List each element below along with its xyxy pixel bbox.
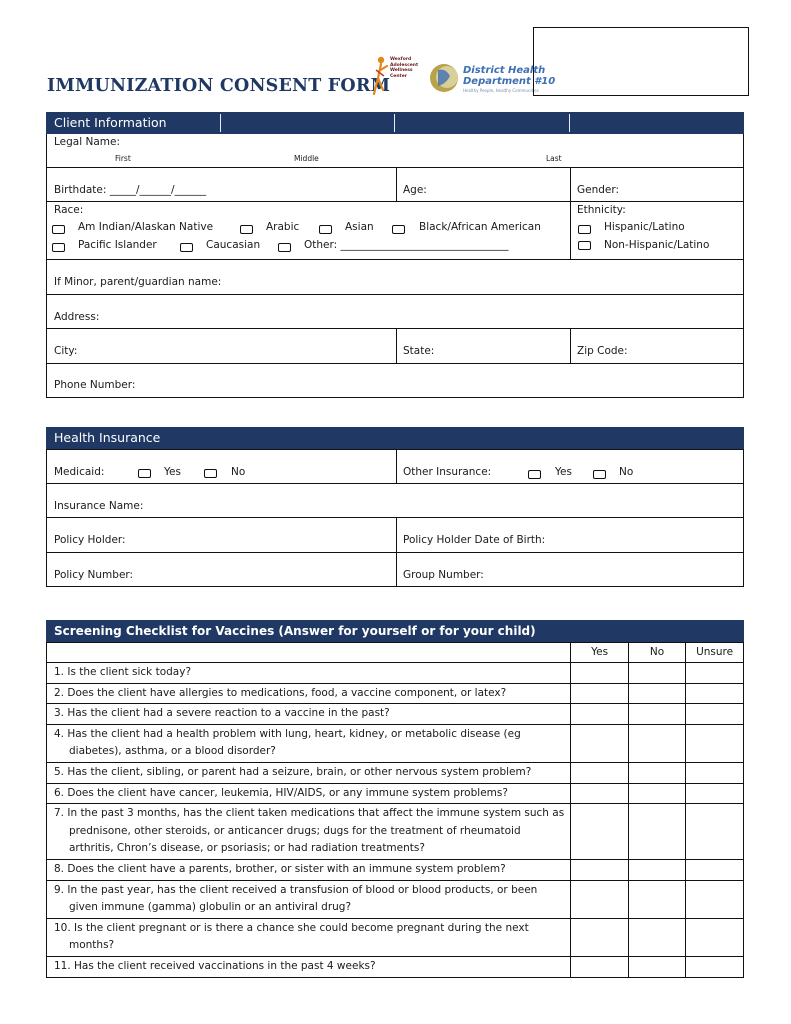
other-insurance-label: Other Insurance: [403,466,492,478]
health-insurance-header [46,427,744,449]
policy-number-row [46,553,744,587]
medicaid-yes-label: Yes [164,466,181,478]
race-label: Race: [54,204,84,216]
ethnicity-checkbox-non-hispanic[interactable] [578,241,591,250]
race-option-asian: Asian [345,221,374,233]
other-insurance-yes-checkbox[interactable] [528,470,541,479]
answer-unsure-cell[interactable] [686,704,744,725]
table-row [47,704,744,725]
table-row [47,762,744,783]
insurance-name-row[interactable] [46,484,744,518]
address-field: Address: [54,311,100,323]
race-option-caucasian: Caucasian [206,239,261,251]
table-row [47,783,744,804]
policy-holder-field[interactable]: Policy Holder: [54,534,126,546]
globe-icon [428,62,460,94]
question-text: 7. In the past 3 months, has the client taken medications that affect the immune system such as prednisone, other steroids, or anticancer drugs; dugs for the treatment of rheumatoid arthritis, Chron’s disease, or psoriasis; or had radiation treatments? [54,807,565,855]
race-checkbox-am-indian[interactable] [52,225,65,234]
race-option-arabic: Arabic [266,221,300,233]
screening-column-headers [47,643,744,663]
zip-code-field[interactable]: Zip Code: [577,345,628,357]
screening-table [46,642,744,978]
medicaid-yes-checkbox[interactable] [138,469,151,478]
answer-unsure-cell[interactable] [686,859,744,880]
table-row [47,804,744,860]
medicaid-no-label: No [231,466,246,478]
phone-row[interactable] [46,364,744,398]
answer-yes-cell[interactable] [571,724,628,762]
medicaid-label: Medicaid: [54,466,105,478]
table-row [47,859,744,880]
city-field[interactable]: City: [54,345,78,357]
question-text: 9. In the past year, has the client received a transfusion of blood or blood products, or been given immune (gamma) globulin or an antiviral drug? [54,883,538,914]
legal-name-label: Legal Name: [54,136,120,148]
race-checkbox-pacific-islander[interactable] [52,243,65,252]
table-row [47,663,744,684]
group-number-field[interactable]: Group Number: [403,569,484,581]
medicaid-no-checkbox[interactable] [204,469,217,478]
answer-no-cell[interactable] [628,724,685,762]
district-health-logo [428,62,556,96]
other-insurance-no-label: No [619,466,634,478]
question-text: 5. Has the client, sibling, or parent had a seizure, brain, or other nervous system problem? [54,765,532,778]
answer-yes-cell[interactable] [571,918,628,956]
form-title: IMMUNIZATION CONSENT FORM [47,76,391,96]
answer-no-cell[interactable] [628,956,685,977]
answer-unsure-cell[interactable] [686,956,744,977]
answer-no-cell[interactable] [628,783,685,804]
policy-holder-dob-field[interactable]: Policy Holder Date of Birth: [403,534,546,546]
district-health-tagline: Healthy People, Healthy Communities [463,88,539,93]
race-checkbox-black[interactable] [392,225,405,234]
ethnicity-checkbox-hispanic[interactable] [578,225,591,234]
question-text: 3. Has the client had a severe reaction to a vaccine in the past? [54,707,390,720]
answer-no-cell[interactable] [628,918,685,956]
policy-holder-row [46,518,744,553]
district-health-name: District Health Department #10 [463,65,556,87]
section-title: Screening Checklist for Vaccines (Answer for yourself or for your child) [54,624,536,638]
column-yes: Yes [571,643,628,663]
answer-yes-cell[interactable] [571,880,628,918]
answer-unsure-cell[interactable] [686,683,744,704]
answer-yes-cell[interactable] [571,804,628,860]
question-text: 6. Does the client have cancer, leukemia, HIV/AIDS, or any immune system problems? [54,786,508,799]
wellness-center-logo [372,54,420,98]
answer-yes-cell[interactable] [571,783,628,804]
client-info-header [46,112,744,134]
middle-name-label: Middle [294,154,319,163]
answer-yes-cell[interactable] [571,683,628,704]
answer-no-cell[interactable] [628,804,685,860]
guardian-name-field: If Minor, parent/guardian name: [54,276,222,288]
answer-unsure-cell[interactable] [686,663,744,684]
birthdate-field[interactable]: Birthdate: _____/______/______ [54,184,207,196]
guardian-row[interactable] [46,260,744,295]
table-row [47,724,744,762]
race-ethnicity-row [46,202,744,260]
policy-number-field[interactable]: Policy Number: [54,569,134,581]
state-field[interactable]: State: [403,345,435,357]
answer-yes-cell[interactable] [571,859,628,880]
table-row [47,918,744,956]
question-text: 1. Is the client sick today? [54,666,192,678]
address-row[interactable] [46,295,744,329]
other-insurance-no-checkbox[interactable] [593,470,606,479]
ethnicity-option-hispanic: Hispanic/Latino [604,221,685,233]
last-name-label: Last [546,154,562,163]
answer-yes-cell[interactable] [571,762,628,783]
answer-unsure-cell[interactable] [686,918,744,956]
race-option-am-indian: Am Indian/Alaskan Native [78,221,214,233]
question-text: 11. Has the client received vaccinations in the past 4 weeks? [54,959,376,972]
answer-no-cell[interactable] [628,859,685,880]
ethnicity-label: Ethnicity: [577,204,626,216]
race-option-black: Black/African American [419,221,541,233]
race-checkbox-caucasian[interactable] [180,243,193,252]
question-text: 10. Is the client pregnant or is there a chance she could become pregnant during the next months? [54,921,529,952]
answer-no-cell[interactable] [628,704,685,725]
screening-header [46,620,744,642]
first-name-label: First [115,154,131,163]
answer-unsure-cell[interactable] [686,804,744,860]
answer-unsure-cell[interactable] [686,783,744,804]
column-unsure: Unsure [686,643,744,663]
ethnicity-option-non-hispanic: Non-Hispanic/Latino [604,239,710,251]
city-state-zip-row [46,329,744,364]
answer-unsure-cell[interactable] [686,762,744,783]
column-no: No [628,643,685,663]
answer-no-cell[interactable] [628,683,685,704]
age-field[interactable]: Age: [403,184,427,196]
phone-number-field: Phone Number: [54,379,136,391]
legal-name-row[interactable] [46,134,744,168]
office-use-box [533,27,749,96]
question-text: 8. Does the client have a parents, brother, or sister with an immune system problem? [54,862,506,875]
section-title: Client Information [54,115,167,130]
race-option-other: Other: ________________________________ [304,239,509,251]
wellness-center-text: Wexford Adolescent Wellness Center [390,57,419,79]
answer-yes-cell[interactable] [571,956,628,977]
other-insurance-yes-label: Yes [555,466,572,478]
answer-unsure-cell[interactable] [686,880,744,918]
race-checkbox-arabic[interactable] [240,225,253,234]
insurance-name-field: Insurance Name: [54,500,144,512]
screening-checklist-section [46,620,744,972]
medicaid-row [46,449,744,484]
gender-field[interactable]: Gender: [577,184,620,196]
question-text: 2. Does the client have allergies to medications, food, a vaccine component, or latex? [54,686,507,699]
race-option-pacific-islander: Pacific Islander [78,239,157,251]
client-information-section [46,112,744,398]
answer-no-cell[interactable] [628,663,685,684]
answer-yes-cell[interactable] [571,663,628,684]
birthdate-row [46,168,744,202]
health-insurance-section [46,427,744,587]
answer-unsure-cell[interactable] [686,724,744,762]
section-title: Health Insurance [54,430,161,445]
race-checkbox-asian[interactable] [319,225,332,234]
answer-no-cell[interactable] [628,880,685,918]
table-row [47,683,744,704]
question-text: 4. Has the client had a health problem with lung, heart, kidney, or metabolic disease (eg diabetes), asthma, or a blood disorder? [54,727,521,758]
answer-yes-cell[interactable] [571,704,628,725]
table-row [47,956,744,977]
race-checkbox-other[interactable] [278,243,291,252]
answer-no-cell[interactable] [628,762,685,783]
table-row [47,880,744,918]
